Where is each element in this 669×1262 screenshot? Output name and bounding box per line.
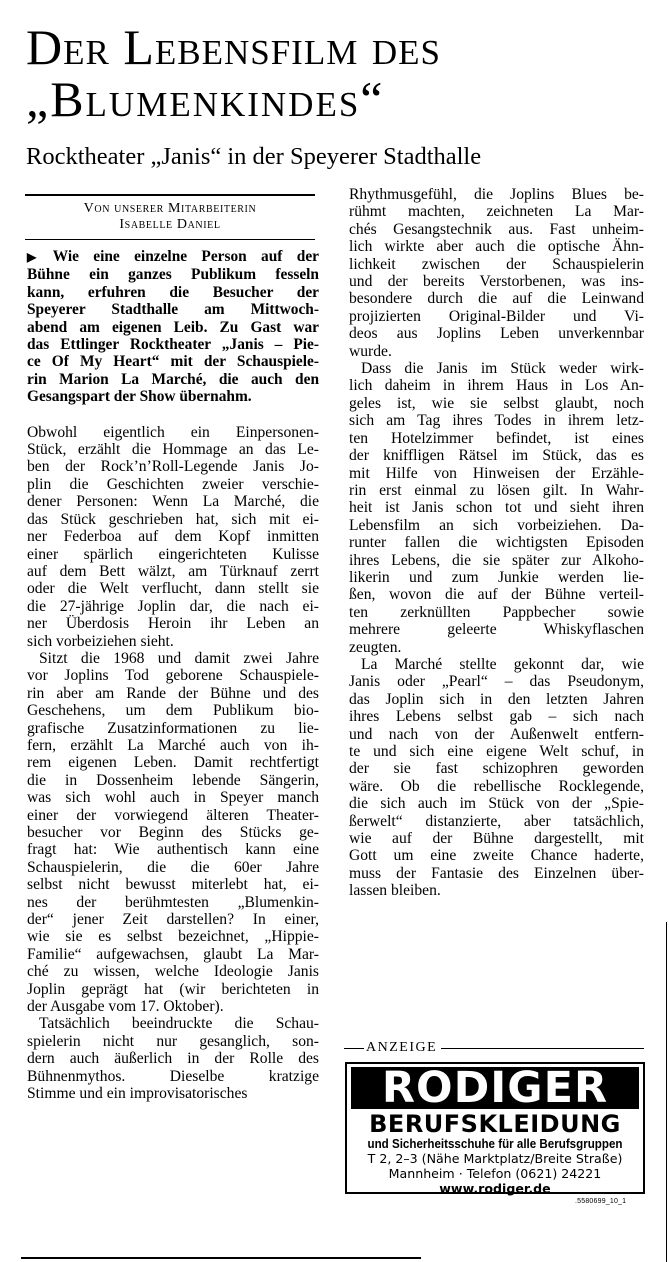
text-line: oder die Welt verflucht, dann stellt sie (27, 580, 319, 598)
text-line: ten Hotelzimmer befindet, ist eines (349, 429, 644, 447)
text-line: projizierten Original-Bilder und Vi- (349, 307, 644, 325)
label-rule (441, 1048, 644, 1049)
ad-tagline: und Sicherheitsschuhe für alle Berufsgruppen (367, 1137, 623, 1151)
text-line: vor Joplins Tod geborene Schauspiele- (27, 667, 319, 685)
text-line: auf dem Bett wälzt, am Türknauf zerrt (27, 562, 319, 580)
headline-line-1: Der Lebensfilm des (26, 19, 441, 75)
text-line: Sitzt die 1968 und damit zwei Jahre (39, 649, 319, 667)
text-line: die in Dossenheim lebende Sängerin, (27, 771, 319, 789)
text-line: das Joplin sich in den letzten Jahren (349, 690, 644, 708)
text-line: deos aus Joplins Leben unverkennbar (349, 325, 644, 343)
text-line: spielerin nicht nur gesanglich, son- (27, 1032, 319, 1050)
text-line: und nach von der Außenwelt entfern- (349, 725, 644, 743)
ad-brand-name: RODIGER (351, 1067, 639, 1109)
paragraph (349, 656, 644, 900)
bottom-rule (21, 1257, 421, 1259)
text-line: kann, erfuhren die Besucher der (27, 283, 319, 301)
text-line: ché zu wissen, welche Ideologie Janis (27, 963, 319, 981)
text-line: das Ettlinger Rocktheater „Janis – Pie- (27, 336, 319, 354)
text-line: chés Gesangstechnik aus. Fast unheim- (349, 220, 644, 238)
text-line: sich vorbeiziehen sieht. (27, 632, 174, 650)
text-line: Gesangspart der Show übernahm. (27, 388, 252, 406)
text-line: ihres Lebens, die sie später zur Alkoho- (349, 551, 644, 569)
paragraph (349, 186, 644, 360)
text-line: Tatsächlich beeindruckte die Schau- (39, 1015, 319, 1033)
text-line: plin die Geschichten zweier verschie- (27, 475, 319, 493)
text-line: Bühne ein ganzes Publikum fesseln (27, 266, 319, 284)
text-line: mit Hilfe von Hinweisen der Erzähle- (349, 464, 644, 482)
byline (25, 194, 315, 240)
text-line: Obwohl eigentlich ein Einpersonen- (27, 423, 319, 441)
advertisement (345, 1062, 645, 1194)
text-line: te und sich eine eigene Welt schuf, in (349, 743, 644, 760)
text-line: der Ausgabe vom 17. Oktober). (27, 998, 224, 1016)
text-line: Rhythmusgefühl, die Joplins Blues be- (349, 186, 644, 203)
text-line: besucher vor Beginn des Stücks ge- (27, 824, 319, 841)
text-line: Dass die Janis im Stück weder wirk- (361, 360, 644, 378)
text-line: einer der vorwiegend älteren Theater- (27, 806, 319, 824)
text-line: lich wirkte aber auch die optische Ähn- (349, 238, 644, 256)
text-line: lich daheim in ihrem Haus in Los An- (349, 377, 644, 395)
text-line: Stück, erzählt die Hommage an das Le- (27, 441, 319, 459)
label-dash (344, 1048, 364, 1049)
ad-city-phone: Mannheim · Telefon (0621) 24221 (388, 1166, 602, 1181)
text-line: Geschehens, um dem Publikum bio- (27, 702, 319, 720)
paragraph (27, 1015, 319, 1102)
headline-line-2: „Blumenkindes“ (26, 71, 385, 127)
text-line: wäre. Ob die rebellische Rocklegende, (349, 777, 644, 795)
text-line: Familie“ aufgewachsen, glaubt La Mar- (27, 945, 319, 963)
text-line: ce Of My Heart“ mit der Schauspiele- (27, 353, 319, 371)
text-line: runter fallen die wichtigsten Episoden (349, 534, 644, 552)
text-line: likerin und zum Junkie werden lie- (349, 568, 644, 586)
text-line: rin aber am Rande der Bühne und des (27, 684, 319, 702)
headline (26, 19, 666, 127)
text-line: rem eigenen Leben. Damit rechtfertigt (27, 754, 319, 772)
lead-paragraph (27, 248, 319, 406)
text-line: ner Überdosis Heroin ihr Leben an (27, 615, 319, 633)
text-line: Stimme und ein improvisatorisches (27, 1085, 248, 1103)
text-line: geles ist, wie sie selbst glaubt, noch (349, 394, 644, 412)
text-line: was sich wohl auch in Speyer manch (27, 789, 319, 807)
text-line: abend am eigenen Leib. Zu Gast war (27, 318, 319, 336)
text-line: rin erst einmal zu lösen gilt. In Wahr- (349, 481, 644, 499)
text-line: rühmt machten, zeichneten La Mar- (349, 203, 644, 221)
text-line: besondere durch die auf die Leinwand (349, 290, 644, 308)
text-line: wurde. (349, 342, 392, 360)
text-line: Schauspielerin, die die 60er Jahre (27, 858, 319, 876)
text-line: ben der Rock’n’Roll-Legende Janis Jo- (27, 458, 319, 476)
text-line: einer spärlich eingerichteten Kulisse (27, 545, 319, 563)
text-line: fern, erzählt La Marché auch von ih- (27, 736, 319, 754)
text-line: fragt hat: Wie authentisch kann eine (27, 841, 319, 859)
text-line: wie auf der Bühne dargestellt, mit (349, 830, 644, 848)
ad-website: www.rodiger.de (439, 1181, 551, 1196)
text-line: Janis oder „Pearl“ – das Pseudonym, (349, 673, 644, 691)
text-line: Speyerer Stadthalle am Mittwoch- (27, 301, 319, 319)
text-line (27, 248, 319, 266)
lead-first-line-text: Wie eine einzelne Person auf der (52, 248, 319, 265)
right-body (349, 186, 644, 900)
text-line: das Stück geschrieben hat, sich mit ei- (27, 510, 319, 528)
text-line: ner Federboa auf dem Kopf inmitten (27, 528, 319, 546)
text-line: ihres Lebens selbst gab – sich nach (349, 708, 644, 726)
article-column-right (349, 186, 644, 900)
text-line: zeugten. (349, 638, 402, 656)
ad-code: .5580699_10_1 (575, 1198, 627, 1205)
text-line: dern auch äußerlich in der Rolle des (27, 1050, 319, 1068)
text-line: ßen, wovon die auf der Bühne verteil- (349, 586, 644, 604)
text-line: dener Personen: Wenn La Marché, die (27, 493, 319, 511)
text-line: Gott um eine zweite Chance haderte, (349, 847, 644, 865)
advertisement-label-text: ANZEIGE (366, 1040, 438, 1055)
text-line: ten zerknüllten Pappbecher sowie (349, 603, 644, 621)
triangle-right-icon: ▶ (27, 250, 47, 264)
text-line: die sich auch im Stück von der „Spie- (349, 795, 644, 813)
text-line: sich am Tag ihres Todes in ihrem letz- (349, 412, 644, 430)
text-line: muss der Fantasie des Einzelnen über- (349, 864, 644, 882)
text-line: ßerwelt“ distanzierte, aber tatsächlich, (349, 812, 644, 830)
paragraph (27, 650, 319, 1016)
paragraph (27, 424, 319, 650)
text-line: selbst nicht bewusst miterlebt hat, ei- (27, 876, 319, 894)
text-line: wie sie es selbst bezeichnet, „Hippie- (27, 928, 319, 946)
text-line: Bühnenmythos. Dieselbe kratzige (27, 1067, 319, 1085)
text-line: lassen bleiben. (349, 882, 441, 900)
subheadline: Rocktheater „Janis“ in der Speyerer Stadthalle (26, 143, 482, 170)
text-line: lichkeit zwischen der Schauspielerin (349, 255, 644, 273)
advertisement-label (344, 1040, 644, 1056)
article-column-left (27, 248, 319, 1103)
text-line: grafische Zusatzinformationen zu lie- (27, 719, 319, 737)
left-body (27, 424, 319, 1103)
text-line: La Marché stellte gekonnt dar, wie (361, 655, 644, 673)
ad-address: T 2, 2–3 (Nähe Marktplatz/Breite Straße) (367, 1151, 623, 1166)
text-line: der sie fast schizophren geworden (349, 760, 644, 778)
text-line: der“ jener Zeit darstellen? In einer, (27, 911, 319, 929)
byline-author: Isabelle Daniel (119, 217, 221, 232)
byline-role: Von unserer Mitarbeiterin (83, 201, 257, 216)
text-line: Lebensfilm an sich vorbeiziehen. Da- (349, 516, 644, 534)
paragraph (349, 360, 644, 656)
text-line: nes der berühmtesten „Blumenkin- (27, 893, 319, 911)
text-line: und der bereits Verstorbenen, was ins- (349, 273, 644, 291)
text-line: die 27-jährige Joplin dar, die nach ei- (27, 597, 319, 615)
ad-subtitle: BERUFSKLEIDUNG (369, 1110, 621, 1138)
text-line: heit ist Janis schon tot und sieht ihren (349, 499, 644, 517)
text-line: rin Marion La Marché, die auch den (27, 370, 319, 388)
text-line: der kniffligen Rätsel im Stück, das es (349, 447, 644, 465)
right-edge-rule (666, 922, 667, 1262)
text-line: Joplin geprägt hat (wir berichteten in (27, 980, 319, 998)
text-line: mehrere geleerte Whiskyflaschen (349, 621, 644, 639)
